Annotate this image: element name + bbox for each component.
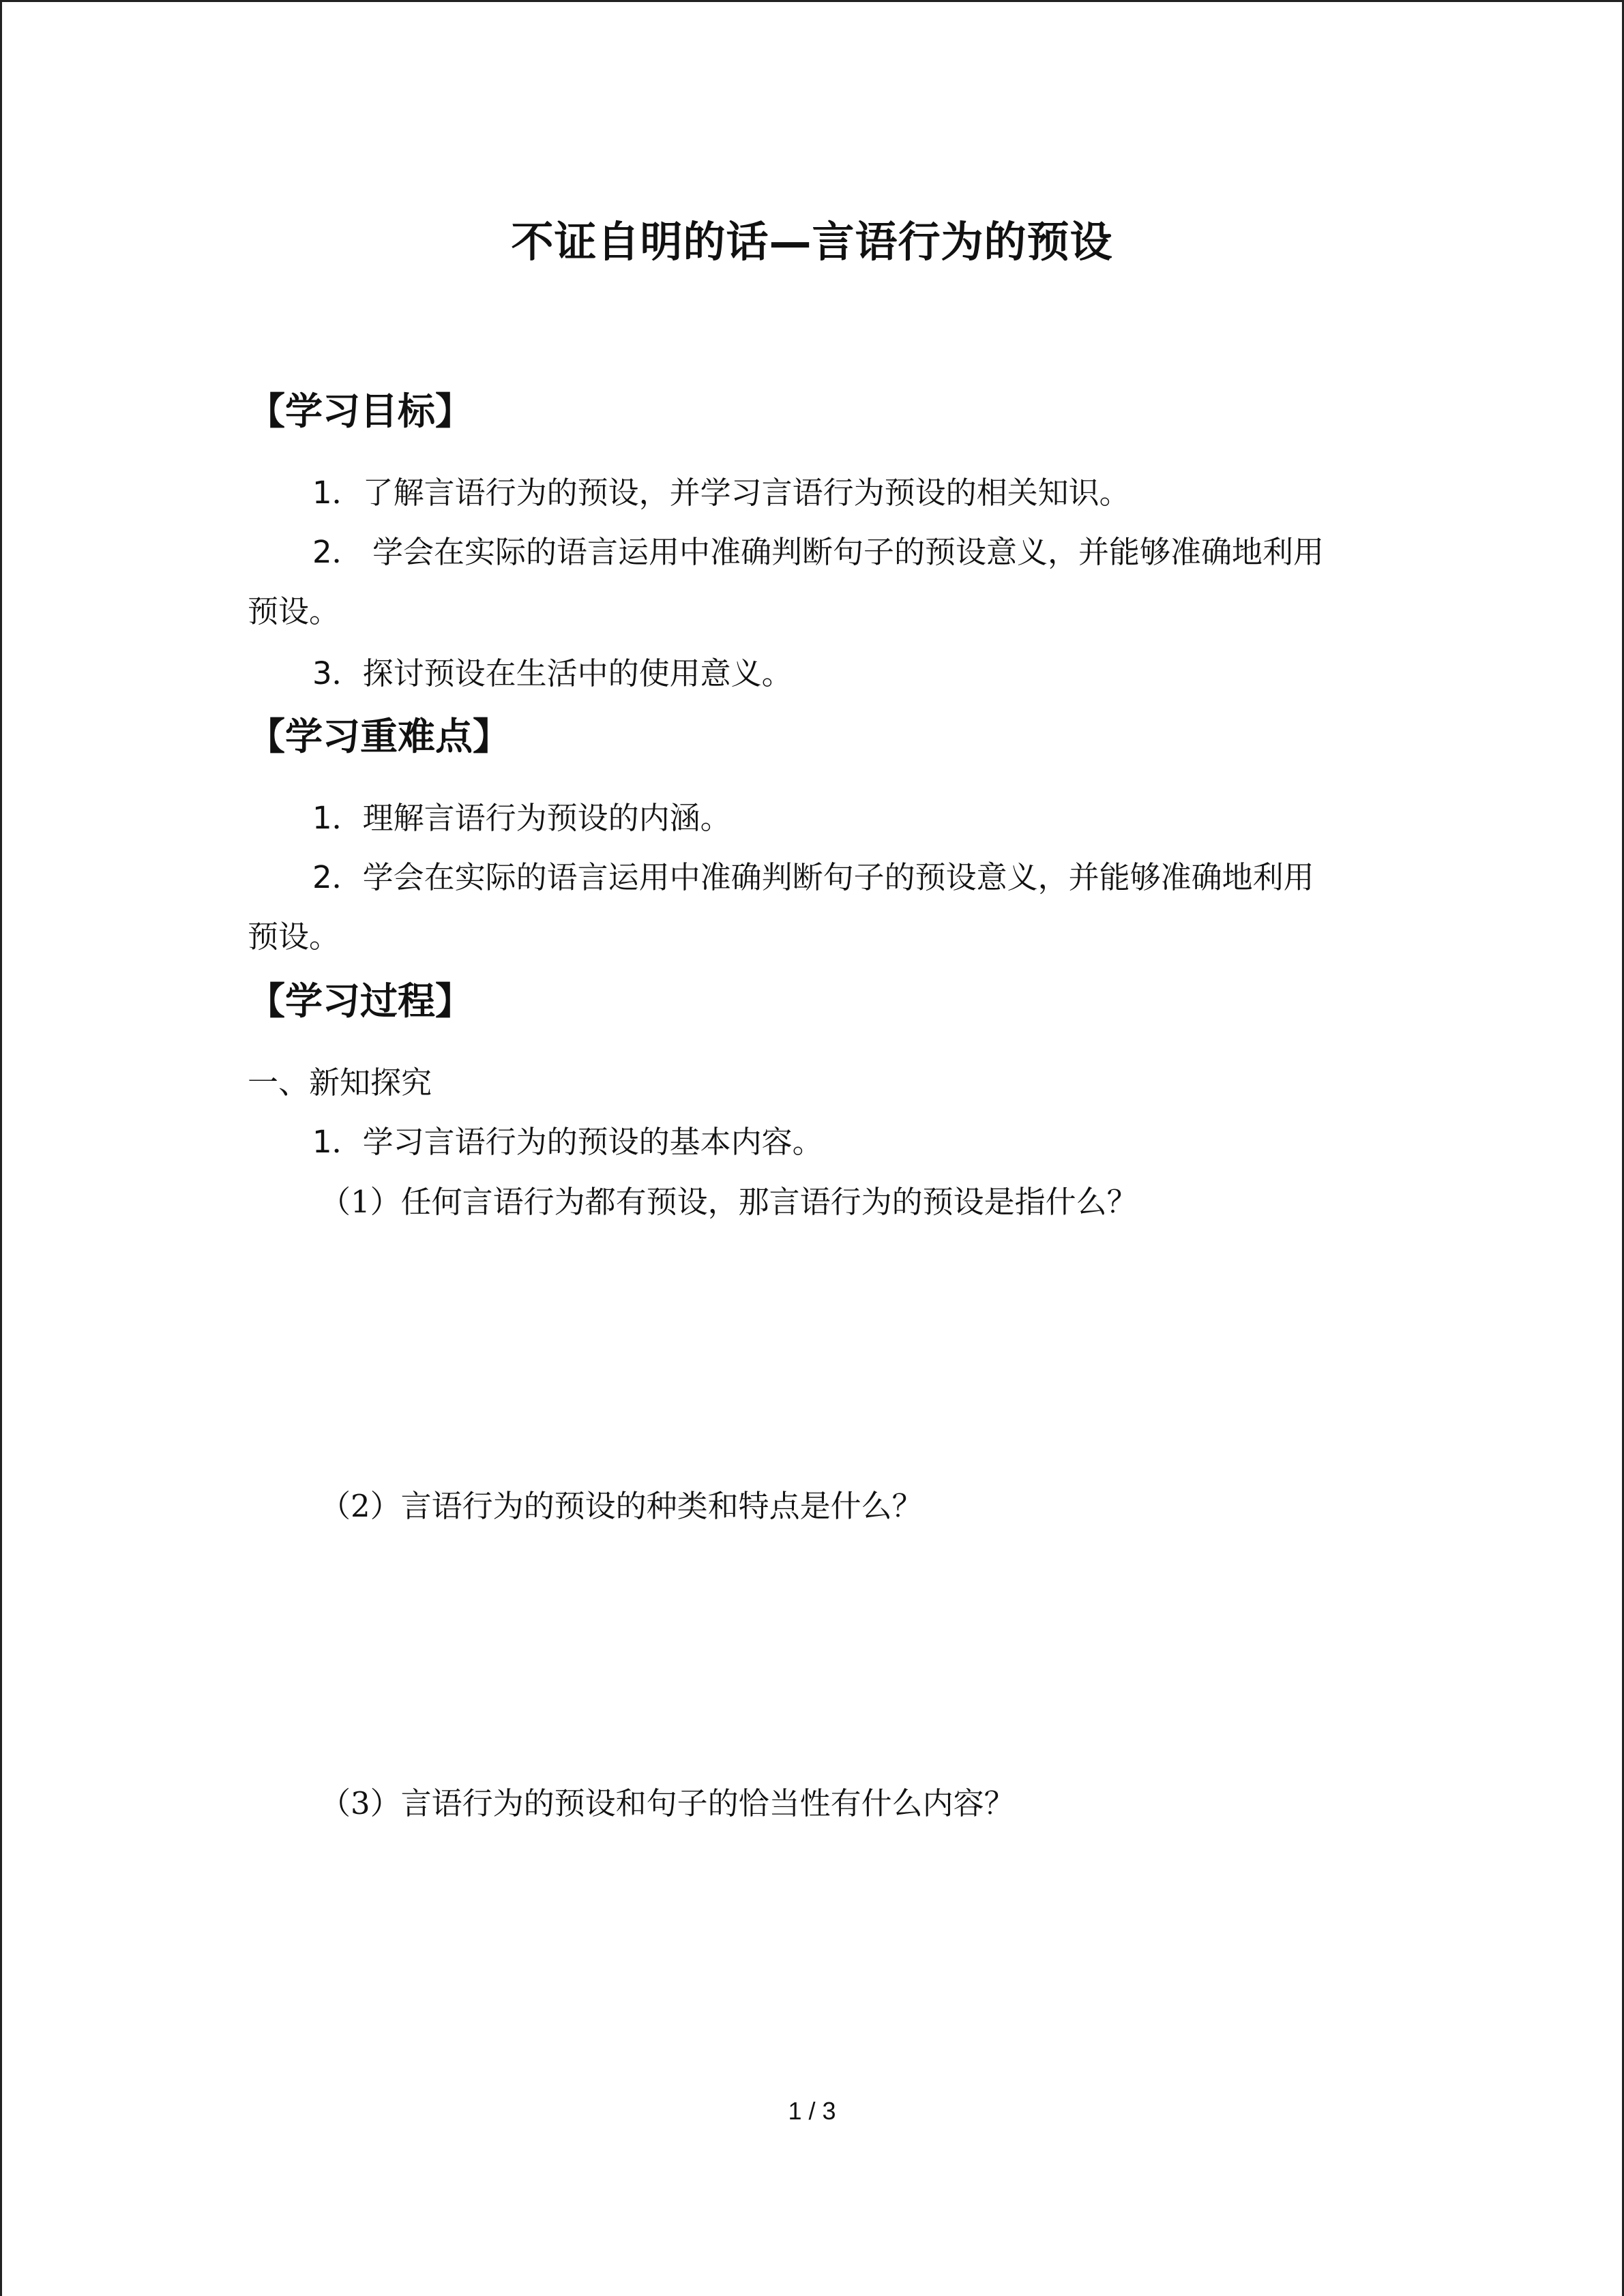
- page-title: 不证自明的话—言语行为的预设: [511, 217, 1113, 267]
- keypoint-item-2-text: 学会在实际的语言运用中准确判断句子的预设意义，并能够准确地利用: [362, 859, 1314, 895]
- keypoint-item-2: [312, 857, 1314, 898]
- goal-item-3-text: 探讨预设在生活中的使用意义。: [362, 655, 793, 691]
- goal-item-1-number: 1．: [312, 475, 363, 511]
- keypoint-item-2-continuation: 预设。: [248, 919, 340, 955]
- heading-learning-goals: 【学习目标】: [248, 389, 473, 433]
- question-3: （3）言语行为的预设和句子的恰当性有什么内容？: [320, 1785, 1015, 1821]
- keypoint-item-1: [312, 798, 731, 839]
- process-item-1: [312, 1122, 823, 1163]
- goal-item-2-continuation: 预设。: [248, 593, 340, 629]
- keypoint-item-2-number: 2．: [312, 859, 363, 895]
- goal-item-2-text: 学会在实际的语言运用中准确判断句子的预设意义，并能够准确地利用: [362, 534, 1324, 570]
- process-subheading: 一、新知探究: [248, 1064, 432, 1101]
- goal-item-3: [312, 653, 793, 694]
- goal-item-1-text: 了解言语行为的预设，并学习言语行为预设的相关知识。: [362, 475, 1130, 511]
- keypoint-item-1-number: 1．: [312, 800, 363, 836]
- goal-item-2-number: 2．: [312, 534, 363, 570]
- goal-item-1: [312, 473, 1130, 513]
- question-1: （1）任何言语行为都有预设，那言语行为的预设是指什么？: [320, 1184, 1138, 1220]
- question-2: （2）言语行为的预设的种类和特点是什么？: [320, 1488, 923, 1524]
- process-item-1-text: 学习言语行为的预设的基本内容。: [362, 1124, 823, 1160]
- process-item-1-number: 1．: [312, 1124, 363, 1160]
- keypoint-item-1-text: 理解言语行为预设的内涵。: [362, 800, 731, 836]
- heading-learning-process: 【学习过程】: [248, 979, 473, 1023]
- page-number: 1 / 3: [788, 2097, 836, 2125]
- heading-key-points: 【学习重难点】: [248, 715, 511, 758]
- goal-item-3-number: 3．: [312, 655, 363, 691]
- goal-item-2: [312, 532, 1324, 573]
